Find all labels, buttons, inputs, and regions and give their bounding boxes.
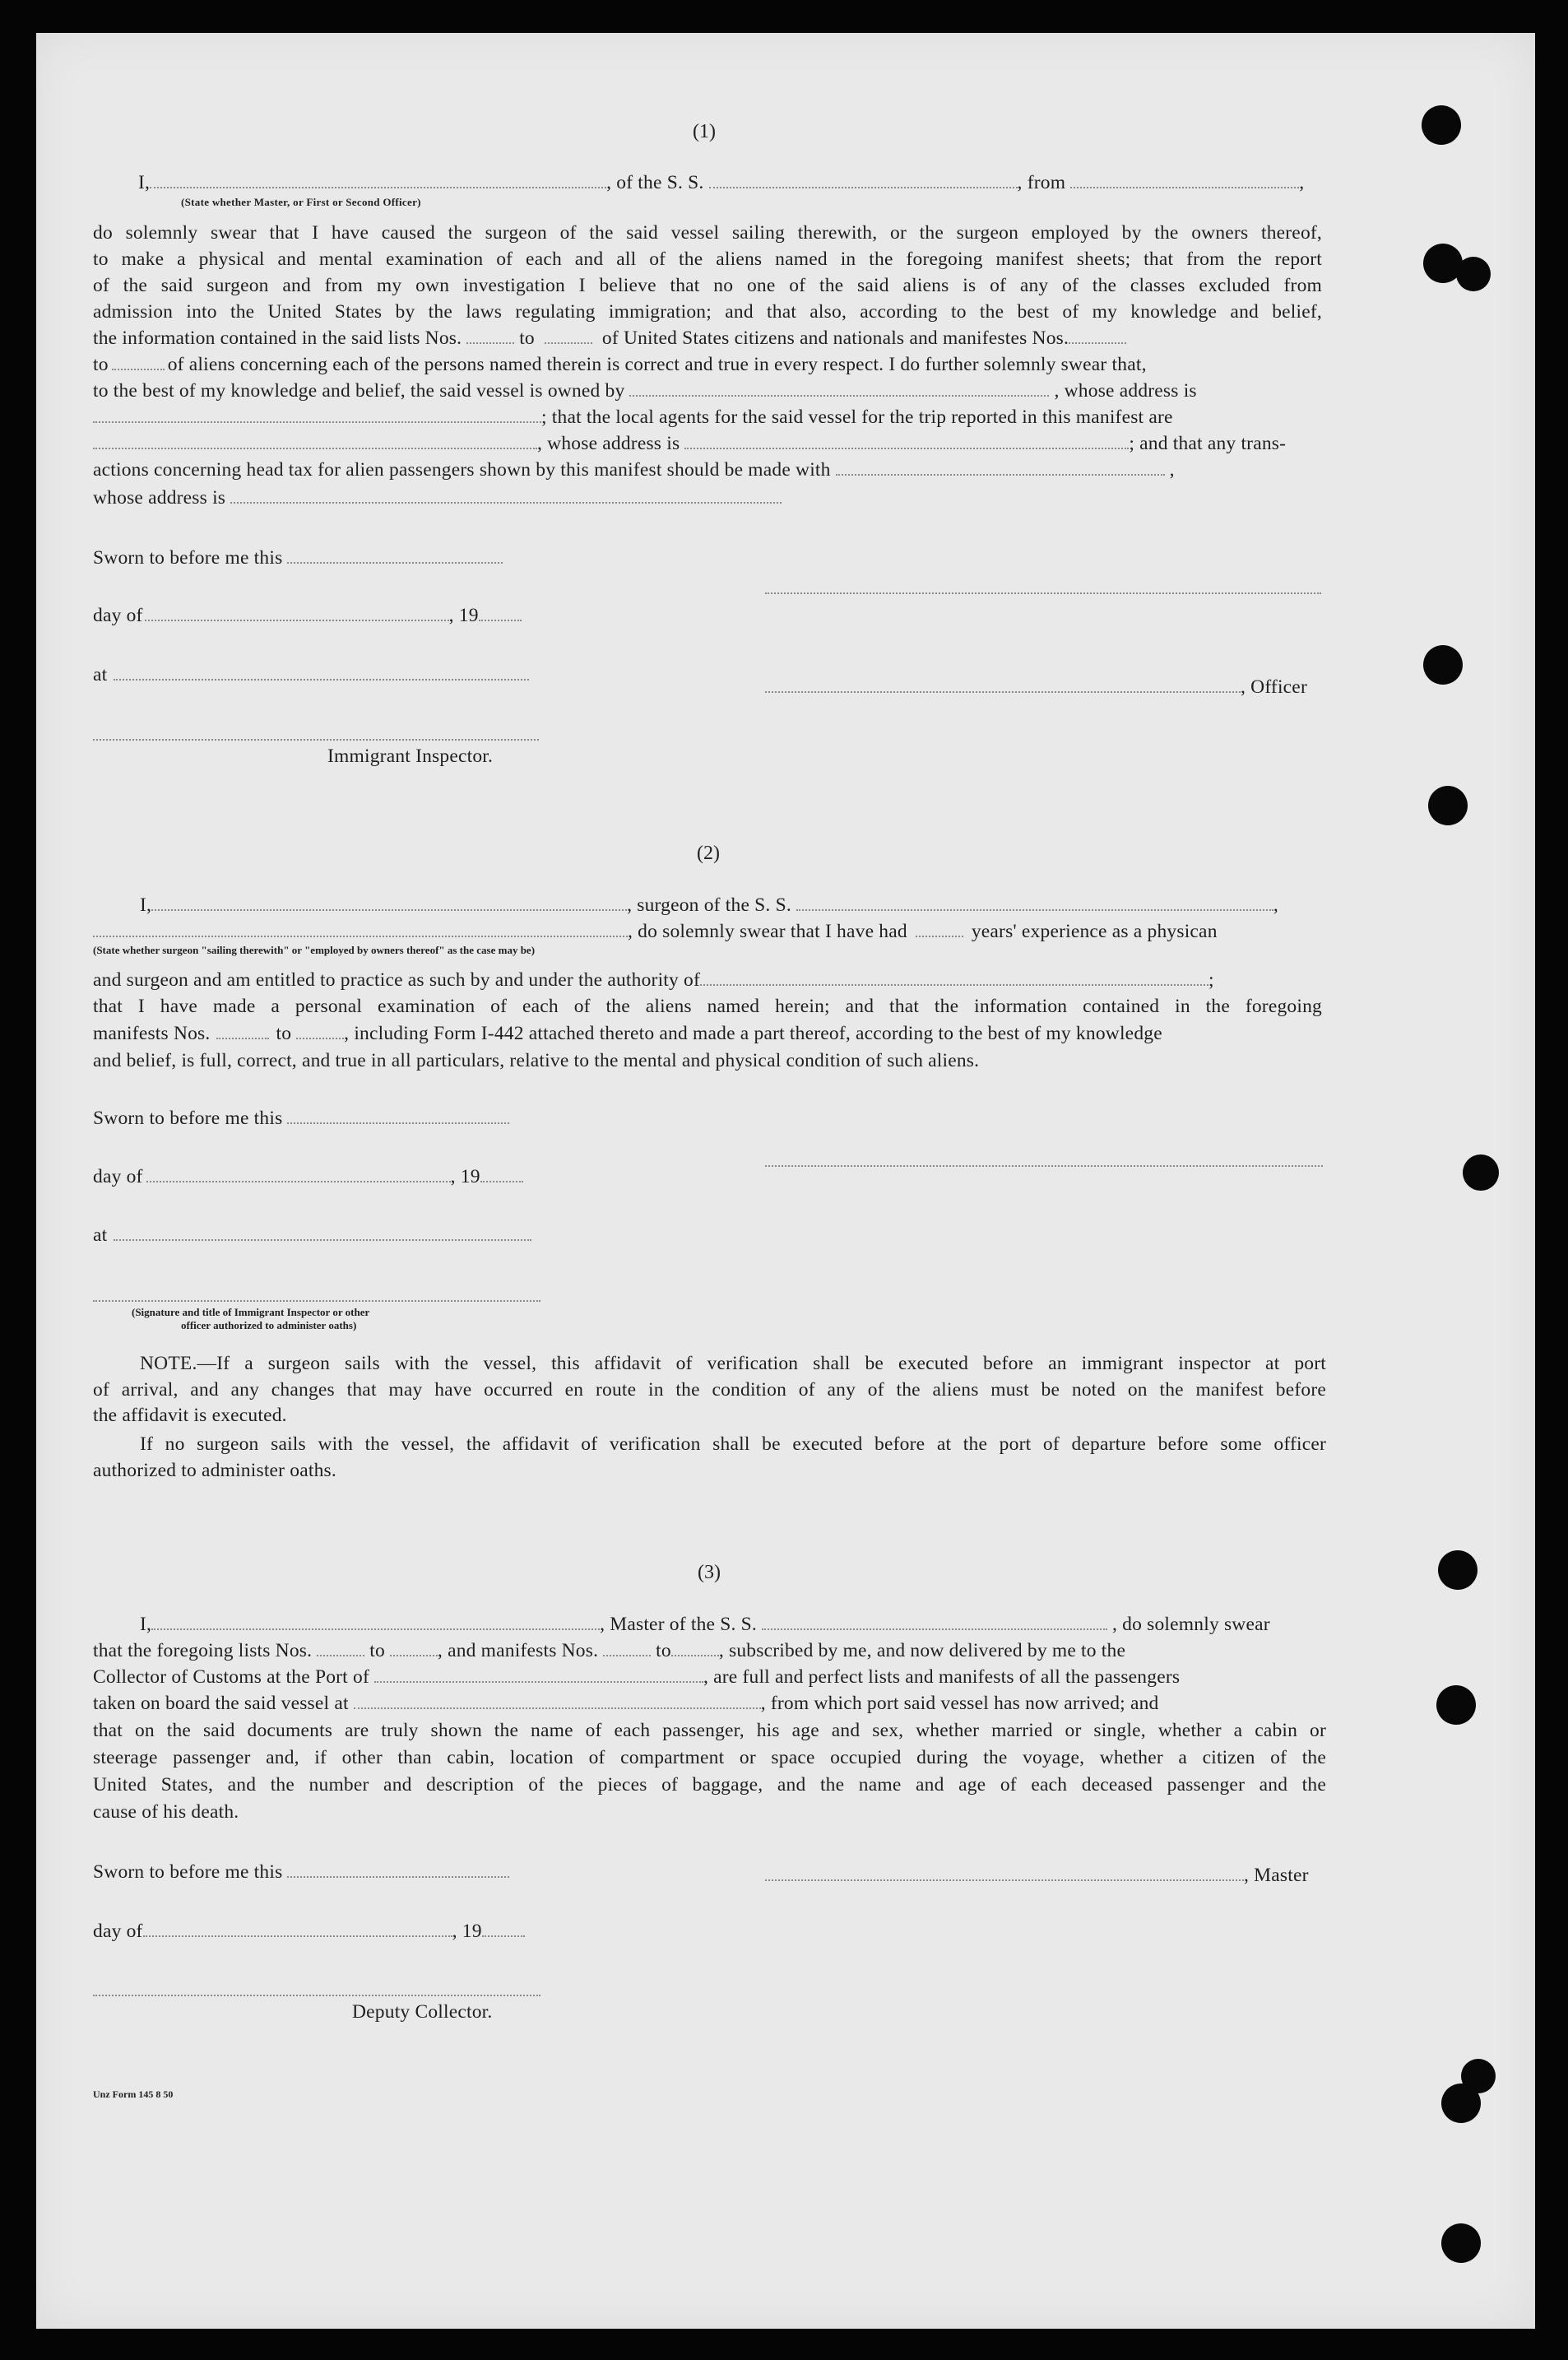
s3-line-1: [140, 1612, 1270, 1638]
s1-para-line: do solemnly swear that I have caused the surgeon of the said vessel sailing therewith, or the surgeon employed by the owners thereof,: [93, 222, 1322, 244]
binder-hole: [1436, 1685, 1476, 1725]
binder-hole: [1422, 105, 1461, 145]
section-1-number: (1): [693, 121, 716, 142]
blank-manifests-to[interactable]: [112, 352, 165, 370]
section-3-number: (3): [698, 1562, 721, 1583]
blank-local-agents[interactable]: [93, 431, 537, 449]
s2-text: , do solemnly swear that I have had: [628, 921, 907, 942]
s1-inspector: Immigrant Inspector.: [327, 746, 494, 767]
s2-line-6: and belief, is full, correct, and true in all particulars, relative to the mental and physical condition of such aliens.: [93, 1050, 980, 1071]
s2-text: , including Form I-442 attached thereto and made a part thereof, according to the best of my knowledge: [344, 1023, 1162, 1044]
s1-at: [93, 662, 529, 688]
s1-text: of United States citizens and nationals and manifestes Nos.: [601, 328, 1069, 349]
s1-text: ,: [1299, 172, 1305, 193]
s2-state-note: (State whether surgeon "sailing therewith" or "employed by owners thereof" as the case may be): [93, 944, 536, 956]
blank-s3-lists-from[interactable]: [317, 1638, 364, 1656]
blank-month[interactable]: [145, 603, 449, 621]
master-signature[interactable]: [765, 1863, 1244, 1881]
blank-s3-sworn-day[interactable]: [287, 1860, 509, 1878]
blank-s3-year[interactable]: [482, 1919, 525, 1937]
s1-para-line: [93, 405, 1173, 430]
blank-s3-manifests-to[interactable]: [671, 1638, 719, 1656]
s3-text: Collector of Customs at the Port of: [93, 1666, 369, 1688]
s2-sig-note-2: officer authorized to administer oaths): [181, 1319, 357, 1331]
s1-sworn: [93, 546, 503, 571]
s3-text: Sworn to before me this: [93, 1861, 283, 1883]
s2-sworn: [93, 1106, 509, 1131]
binder-hole: [1461, 2059, 1496, 2093]
s3-master: [765, 1863, 1309, 1888]
s2-text: and surgeon and am entitled to practice as such by and under the authority of: [93, 969, 701, 991]
blank-s3-manifests-from[interactable]: [603, 1638, 651, 1656]
s3-text: , 19: [452, 1921, 482, 1942]
s1-para-line: [93, 458, 1175, 483]
inspector-signature-line[interactable]: [93, 739, 539, 741]
s3-line-3: [93, 1665, 1180, 1690]
s1-text: the information contained in the said lists Nos.: [93, 328, 462, 349]
binder-hole: [1428, 786, 1468, 825]
officer-signature[interactable]: [765, 675, 1241, 693]
s3-text: to: [656, 1640, 671, 1661]
s3-text: , Master of the S. S.: [600, 1614, 757, 1635]
s2-text: I,: [140, 894, 152, 916]
s1-text: , of the S. S.: [606, 172, 704, 193]
blank-s2-year[interactable]: [480, 1164, 523, 1182]
s1-text: , Officer: [1241, 676, 1307, 698]
s3-text: to: [369, 1640, 385, 1661]
s2-text: Sworn to before me this: [93, 1108, 283, 1129]
blank-manifests-from[interactable]: [1069, 326, 1126, 344]
s2-text: years' experience as a physican: [971, 921, 1218, 942]
blank-s2-at[interactable]: [114, 1223, 531, 1241]
s2-note-line: the affidavit is executed.: [93, 1405, 287, 1426]
s3-para-line: cause of his death.: [93, 1801, 239, 1823]
s1-para-line: to make a physical and mental examination of each and all of the aliens named in the foregoing manifest sheets; that from the report: [93, 249, 1322, 270]
binder-hole: [1463, 1154, 1499, 1191]
binder-hole: [1456, 257, 1491, 291]
blank-agents-address[interactable]: [684, 431, 1129, 449]
s2-text: , 19: [450, 1166, 480, 1187]
s1-para-line: [93, 326, 1126, 351]
blank-surgeon-vessel[interactable]: [796, 893, 1273, 911]
blank-vessel-name[interactable]: [709, 170, 1018, 188]
s3-text: , are full and perfect lists and manifests of all the passengers: [703, 1666, 1181, 1688]
s3-text: day of: [93, 1921, 143, 1942]
s3-text: , do solemnly swear: [1112, 1614, 1270, 1635]
binder-hole: [1423, 645, 1463, 685]
s1-text: to the best of my knowledge and belief, the said vessel is owned by: [93, 380, 625, 402]
blank-owner-address[interactable]: [93, 405, 541, 423]
surgeon-signature-line[interactable]: [765, 1165, 1323, 1167]
s1-text: ; that the local agents for the said vessel for the trip reported in this manifest are: [541, 406, 1173, 428]
binder-hole: [1441, 2223, 1481, 2263]
s2-line-4: that I have made a personal examination of each of the aliens named herein; and that the information contained in the foregoing: [93, 996, 1322, 1017]
s3-text: , Master: [1244, 1865, 1309, 1886]
s2-dayof: [93, 1164, 523, 1190]
s1-para-line: admission into the United States by the laws regulating immigration; and that also, according to the best of my knowledge and belief,: [93, 301, 1322, 323]
s2-text: to: [276, 1023, 292, 1044]
s1-text: , whose address is: [1054, 380, 1197, 402]
blank-officer-name[interactable]: [150, 170, 606, 188]
s1-text: , whose address is: [537, 433, 680, 454]
s2-text: day of: [93, 1166, 143, 1187]
blank-s2-manifests-from[interactable]: [216, 1021, 269, 1039]
s2-line-5: [93, 1021, 1162, 1047]
blank-port[interactable]: [374, 1665, 703, 1683]
s3-dayof: [93, 1919, 525, 1944]
s1-text: actions concerning head tax for alien passengers shown by this manifest should be made with: [93, 459, 831, 481]
blank-sworn-day[interactable]: [287, 546, 503, 564]
s1-para-line: [93, 379, 1197, 404]
s3-deputy: Deputy Collector.: [352, 2001, 493, 2023]
blank-lists-to[interactable]: [545, 326, 592, 344]
blank-at-place[interactable]: [114, 662, 529, 681]
s2-sig-note-1: (Signature and title of Immigrant Inspector or other: [132, 1306, 370, 1318]
blank-owner[interactable]: [629, 379, 1049, 397]
s2-note-line: of arrival, and any changes that may have occurred en route in the condition of any of the aliens must be noted on the manifest before: [93, 1379, 1326, 1401]
s3-text: , and manifests Nos.: [437, 1640, 599, 1661]
s3-text: , from which port said vessel has now arrived; and: [760, 1693, 1159, 1714]
s3-text: , subscribed by me, and now delivered by me to the: [718, 1640, 1126, 1661]
s1-text: I,: [138, 172, 151, 193]
s3-line-2: [93, 1638, 1125, 1664]
s3-line-4: [93, 1691, 1159, 1717]
s2-inspector-signature-line[interactable]: [93, 1300, 540, 1302]
officer-signature-line-top[interactable]: [765, 592, 1321, 594]
s1-para-line: of the said surgeon and from my own investigation I believe that no one of the said aliens is of any of the classes excluded from: [93, 275, 1322, 296]
blank-payee-address[interactable]: [230, 485, 782, 504]
s2-line-1: [140, 893, 1278, 918]
s1-text: Sworn to before me this: [93, 547, 283, 569]
blank-year[interactable]: [479, 603, 522, 621]
s1-state-note: (State whether Master, or First or Second Officer): [181, 196, 421, 208]
s1-text: , 19: [448, 605, 479, 626]
blank-surgeon-name[interactable]: [151, 893, 627, 911]
section-2-number: (2): [697, 843, 720, 864]
s3-sworn: [93, 1860, 509, 1885]
s2-text: , surgeon of the S. S.: [627, 894, 791, 916]
blank-lists-from[interactable]: [466, 326, 514, 344]
s3-para-line: United States, and the number and description of the pieces of baggage, and the name and age of each deceased passenger and the: [93, 1774, 1326, 1796]
s1-para-line: [93, 431, 1286, 457]
s2-line-2: [93, 919, 1218, 945]
deputy-signature-line[interactable]: [93, 1995, 540, 1996]
s1-text: day of: [93, 605, 143, 626]
blank-s3-vessel[interactable]: [762, 1612, 1107, 1630]
s1-text: at: [93, 664, 108, 685]
blank-s3-month[interactable]: [143, 1919, 452, 1937]
blank-authority[interactable]: [700, 968, 1208, 986]
s2-note-line: If no surgeon sails with the vessel, the affidavit of verification shall be executed before at the port of departure before some officer: [140, 1433, 1326, 1455]
s1-text: of aliens concerning each of the persons named therein is correct and true in every respect. I do further solemnly swear that,: [167, 354, 1147, 375]
s1-para-line: [93, 485, 782, 511]
blank-surgeon-capacity[interactable]: [93, 919, 628, 937]
s1-officer: [765, 675, 1307, 700]
blank-s2-month[interactable]: [146, 1164, 451, 1182]
blank-from-port[interactable]: [1070, 170, 1299, 188]
s3-text: I,: [140, 1614, 152, 1635]
blank-s2-sworn-day[interactable]: [287, 1106, 509, 1124]
s2-text: ,: [1273, 894, 1278, 916]
s1-text: , from: [1017, 172, 1066, 193]
s1-text: to: [519, 328, 535, 349]
blank-years[interactable]: [916, 919, 963, 937]
s1-dayof: [93, 603, 522, 629]
s3-text: taken on board the said vessel at: [93, 1693, 349, 1714]
binder-hole: [1438, 1550, 1478, 1590]
s2-note-line: authorized to administer oaths.: [93, 1460, 336, 1481]
s2-line-3: [93, 968, 1214, 993]
form-number: Unz Form 145 8 50: [93, 2088, 174, 2100]
s3-para-line: steerage passenger and, if other than cabin, location of compartment or space occupied during the voyage, whether a citizen of the: [93, 1747, 1326, 1768]
s1-line-1: [138, 170, 1304, 196]
blank-s2-manifests-to[interactable]: [296, 1021, 344, 1039]
s1-para-line: [93, 352, 1147, 378]
blank-master-name[interactable]: [151, 1612, 600, 1630]
s2-text: ;: [1208, 969, 1214, 991]
blank-departure-port[interactable]: [354, 1691, 761, 1709]
s2-text: manifests Nos.: [93, 1023, 211, 1044]
s1-text: whose address is: [93, 487, 226, 509]
blank-s3-lists-to[interactable]: [390, 1638, 438, 1656]
s2-at: [93, 1223, 531, 1248]
s2-text: at: [93, 1224, 108, 1246]
s2-note-line: NOTE.—If a surgeon sails with the vessel, this affidavit of verification shall be executed before an immigrant inspector at port: [140, 1353, 1326, 1374]
blank-head-tax-payee[interactable]: [836, 458, 1165, 476]
s1-text: ; and that any trans-: [1129, 433, 1287, 454]
s3-para-line: that on the said documents are truly shown the name of each passenger, his age and sex, whether married or single, whether a cabin or: [93, 1720, 1326, 1741]
s1-text: ,: [1169, 459, 1175, 481]
s1-text: to: [93, 354, 109, 375]
s3-text: that the foregoing lists Nos.: [93, 1640, 313, 1661]
